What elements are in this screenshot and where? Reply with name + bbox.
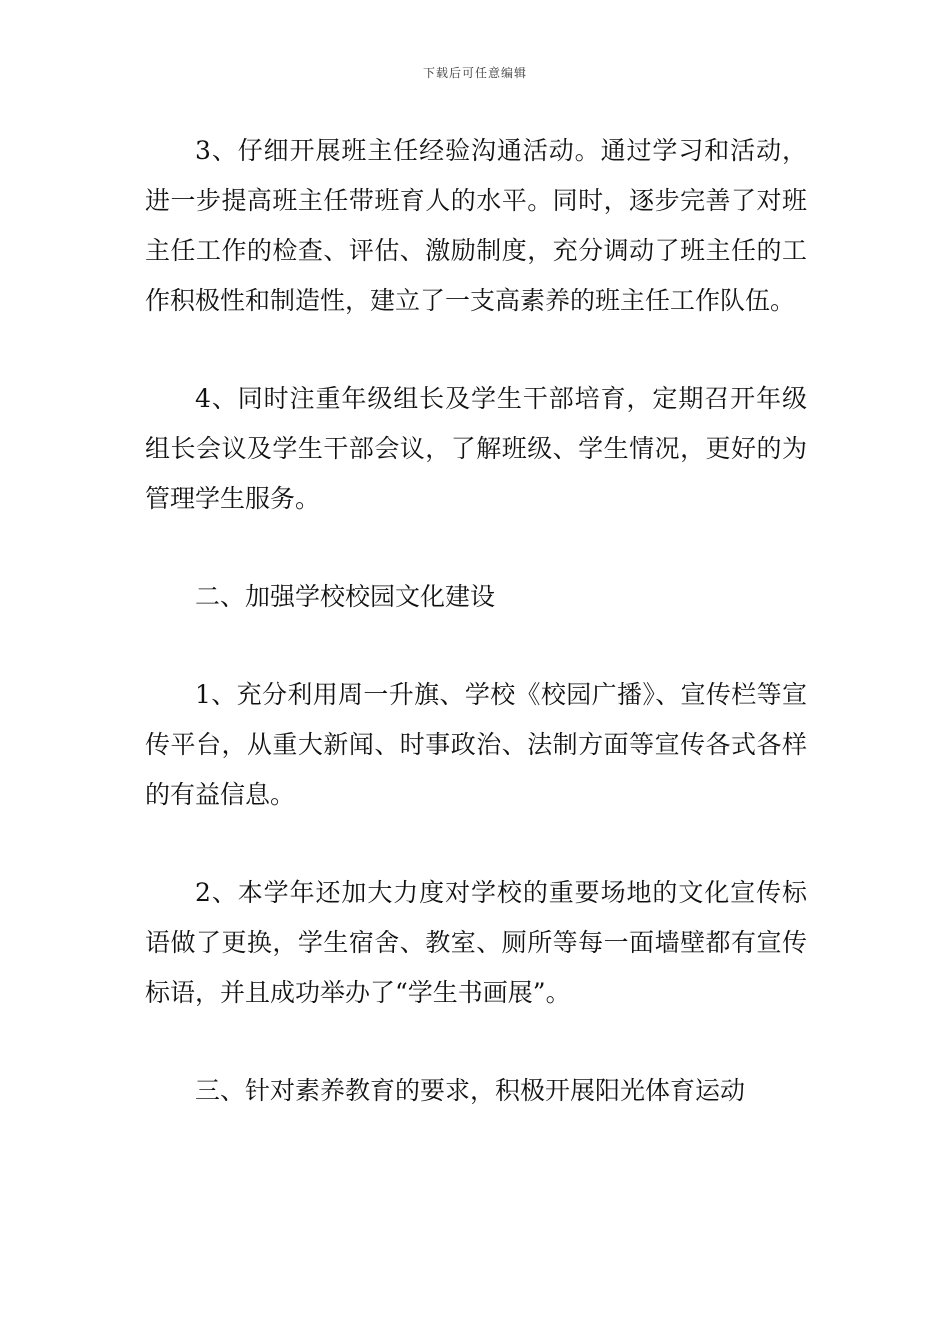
paragraph-gap: [145, 326, 807, 374]
section-heading-3: 三、针对素养教育的要求，积极开展阳光体育运动: [195, 1076, 746, 1105]
paragraph-item-2: 2、本学年还加大力度对学校的重要场地的文化宣传标语做了更换，学生宿舍、教室、厕所等每一面墙壁都有宣传标语，并且成功举办了“学生书画展”。: [145, 878, 807, 1007]
paragraph-gap: [145, 820, 807, 868]
document-body: [145, 126, 807, 1116]
paragraph-item-3: 3、仔细开展班主任经验沟通活动。通过学习和活动，进一步提高班主任带班育人的水平。同时，逐步完善了对班主任工作的检查、评估、激励制度，充分调动了班主任的工作积极性和制造性，建立了一支高素养的班主任工作队伍。: [145, 136, 807, 315]
paragraph-gap: [145, 622, 807, 670]
section-heading-2: 二、加强学校校园文化建设: [195, 582, 496, 611]
paragraph-gap: [145, 1018, 807, 1066]
paragraph-gap: [145, 524, 807, 572]
paragraph-item-1: 1、充分利用周一升旗、学校《校园广播》、宣传栏等宣传平台，从重大新闻、时事政治、法制方面等宣传各式各样的有益信息。: [145, 680, 807, 809]
paragraph-item-4: 4、同时注重年级组长及学生干部培育，定期召开年级组长会议及学生干部会议，了解班级、学生情况，更好的为管理学生服务。: [145, 384, 807, 513]
page-header: 下载后可任意编辑: [422, 66, 527, 80]
